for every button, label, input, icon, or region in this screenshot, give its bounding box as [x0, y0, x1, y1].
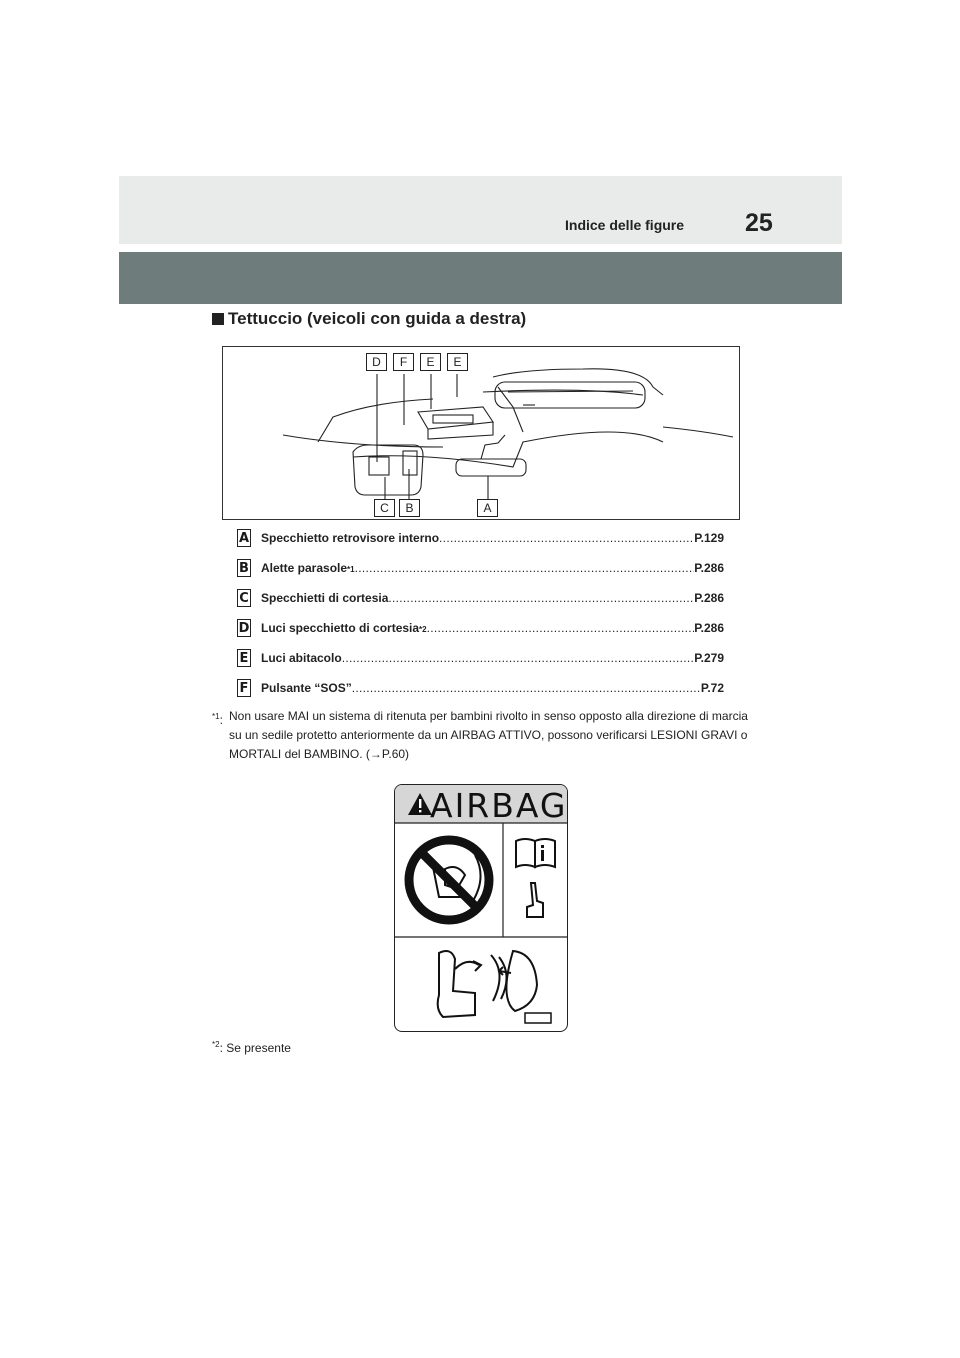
legend-letter: D [238, 621, 250, 636]
header-dark-band [119, 252, 842, 304]
footnote-marker: *2 [419, 625, 427, 634]
legend-label: Alette parasole [261, 561, 348, 575]
callout-d: D [366, 353, 387, 371]
footnote-1 [212, 707, 752, 764]
callout-c: C [374, 499, 395, 517]
subsection-title: Tettuccio (veicoli con guida a destra) [228, 309, 527, 328]
footnote-2: $^{*2}$: Se presente [212, 1040, 291, 1055]
callout-f: F [393, 353, 414, 371]
footnote-marker: *1 [347, 565, 355, 574]
legend-label: Specchietto retrovisore interno [261, 531, 440, 545]
legend-item-d [237, 618, 724, 638]
legend-item-a [237, 528, 724, 548]
legend-label: Luci abitacolo [261, 651, 342, 665]
legend-letter: A [238, 531, 250, 546]
legend-letter: C [237, 589, 251, 607]
page-reference-link[interactable]: P.129 [694, 531, 724, 545]
page-reference-link[interactable]: P.286 [694, 591, 724, 605]
footnote-2-mark: *2 [212, 1040, 220, 1049]
legend-label: Luci specchietto di cortesia [261, 621, 420, 635]
callout-e-1: E [420, 353, 441, 371]
subsection-heading [212, 309, 526, 329]
header-separator [119, 244, 842, 252]
callout-a: A [477, 499, 498, 517]
legend-label: Pulsante “SOS” [261, 681, 352, 695]
legend-letter: F [237, 679, 251, 697]
footnote-1-mark: $^{*1}$: [212, 712, 223, 727]
airbag-label-title: AIRBAG [430, 786, 568, 825]
roof-illustration [223, 347, 741, 521]
page-number: 25 [745, 209, 773, 237]
callout-b: B [399, 499, 420, 517]
legend-letter: E [237, 649, 251, 667]
legend-label: Specchietti di cortesia [261, 591, 389, 605]
legend-item-c [237, 588, 724, 608]
page-reference-link[interactable]: P.286 [694, 561, 724, 575]
callout-e-2: E [447, 353, 468, 371]
page-reference-link[interactable]: P.72 [700, 681, 724, 695]
legend-letter: B [237, 559, 251, 577]
legend-item-e [237, 648, 724, 668]
header-band [119, 176, 842, 244]
footnote-2-text: Se presente [226, 1041, 291, 1055]
section-title: Indice delle figure [565, 217, 685, 233]
page-reference-link[interactable]: P.279 [694, 651, 724, 665]
legend-list [237, 528, 724, 708]
square-bullet-icon [212, 313, 224, 325]
roof-diagram [222, 346, 740, 520]
legend-item-b [237, 558, 724, 578]
legend-item-f [237, 678, 724, 698]
footnote-1-text: Non usare MAI un sistema di ritenuta per bambini rivolto in senso opposto alla direzione di marcia su un sedile protetto anteriormente da un AIRBAG ATTIVO, possono verificarsi LESIONI GRAVI o MORTALI del BAMBINO. (→P.60) [229, 709, 748, 761]
page-reference-link[interactable]: P.286 [694, 621, 724, 635]
